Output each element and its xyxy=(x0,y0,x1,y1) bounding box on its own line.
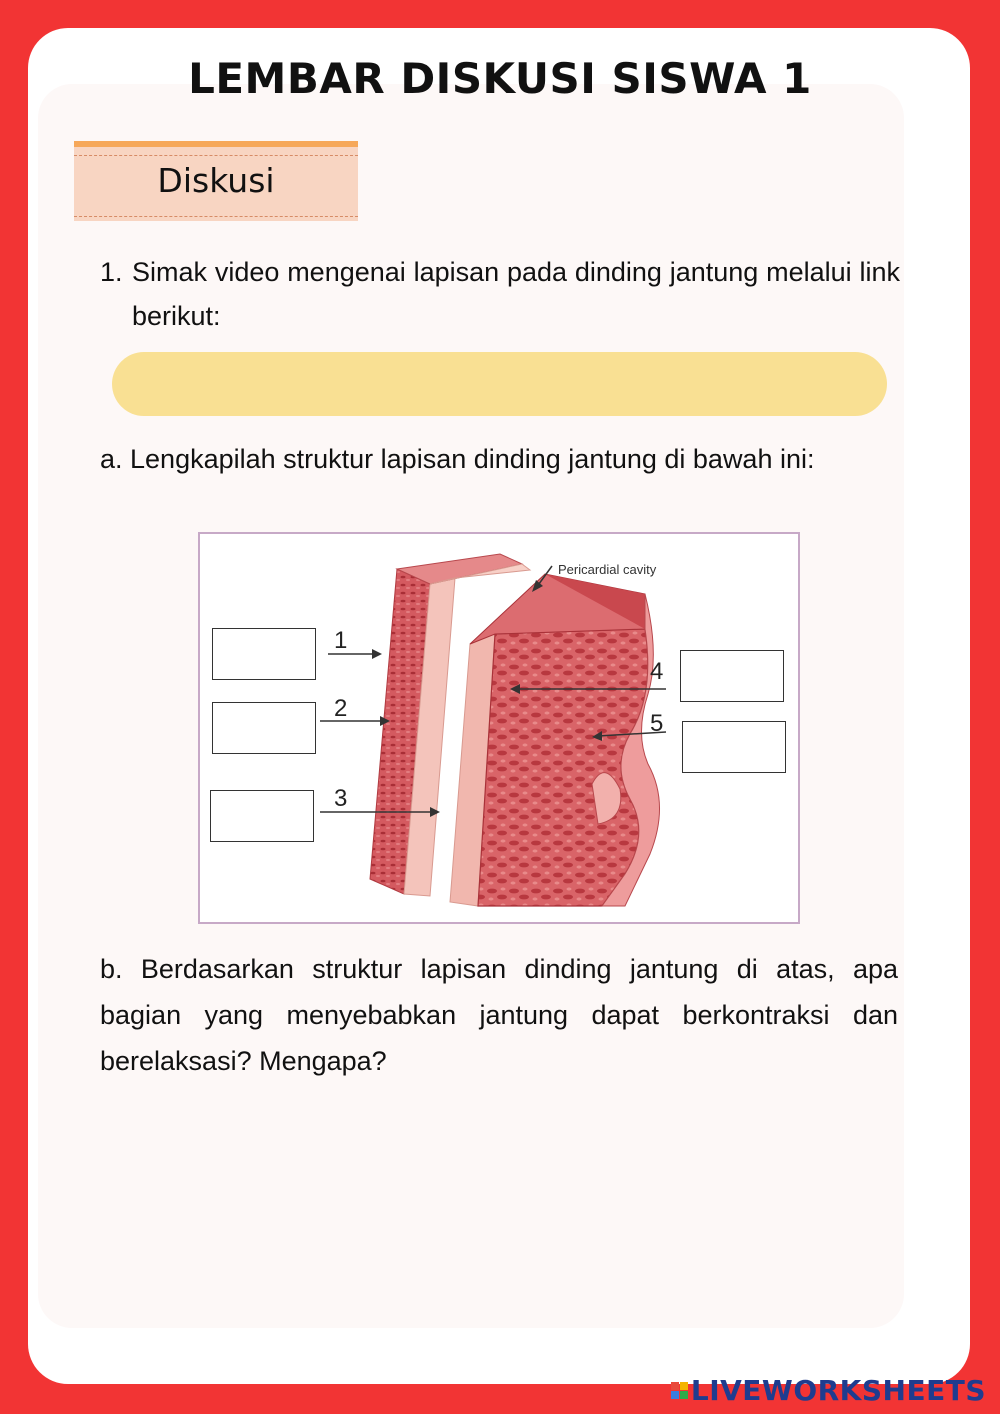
page-title: LEMBAR DISKUSI SISWA 1 xyxy=(188,54,812,103)
marker-1: 1 xyxy=(334,627,348,654)
question-a: a. Lengkapilah struktur lapisan dinding jantung di bawah ini: xyxy=(100,444,815,474)
question-1 xyxy=(100,250,900,338)
section-tag-label: Diskusi xyxy=(157,161,275,200)
heart-wall-figure xyxy=(198,532,800,924)
tag-dotted-line xyxy=(74,155,358,156)
question-b: b. Berdasarkan struktur lapisan dinding jantung di atas, apa bagian yang menyebabkan jantung dapat berkontraksi dan berelaksasi? Mengapa? xyxy=(100,954,898,1076)
video-link-field[interactable] xyxy=(112,352,887,416)
liveworksheets-logo xyxy=(671,1374,986,1407)
marker-2: 2 xyxy=(334,695,348,722)
answer-box-2[interactable] xyxy=(212,702,316,754)
marker-3: 3 xyxy=(334,785,348,812)
brand-name: LIVEWORKSHEETS xyxy=(690,1374,986,1407)
question-1-number: 1. xyxy=(100,257,123,287)
tag-dotted-line xyxy=(74,216,358,217)
answer-box-5[interactable] xyxy=(682,721,786,773)
answer-box-1[interactable] xyxy=(212,628,316,680)
marker-4: 4 xyxy=(650,658,664,685)
section-tag xyxy=(74,141,358,221)
question-1-text: Simak video mengenai lapisan pada dinding jantung melalui link berikut: xyxy=(132,257,900,331)
liveworksheets-icon xyxy=(671,1382,688,1399)
pericardial-cavity-label: Pericardial cavity xyxy=(558,562,657,577)
marker-5: 5 xyxy=(650,710,664,737)
answer-box-3[interactable] xyxy=(210,790,314,842)
answer-box-4[interactable] xyxy=(680,650,784,702)
